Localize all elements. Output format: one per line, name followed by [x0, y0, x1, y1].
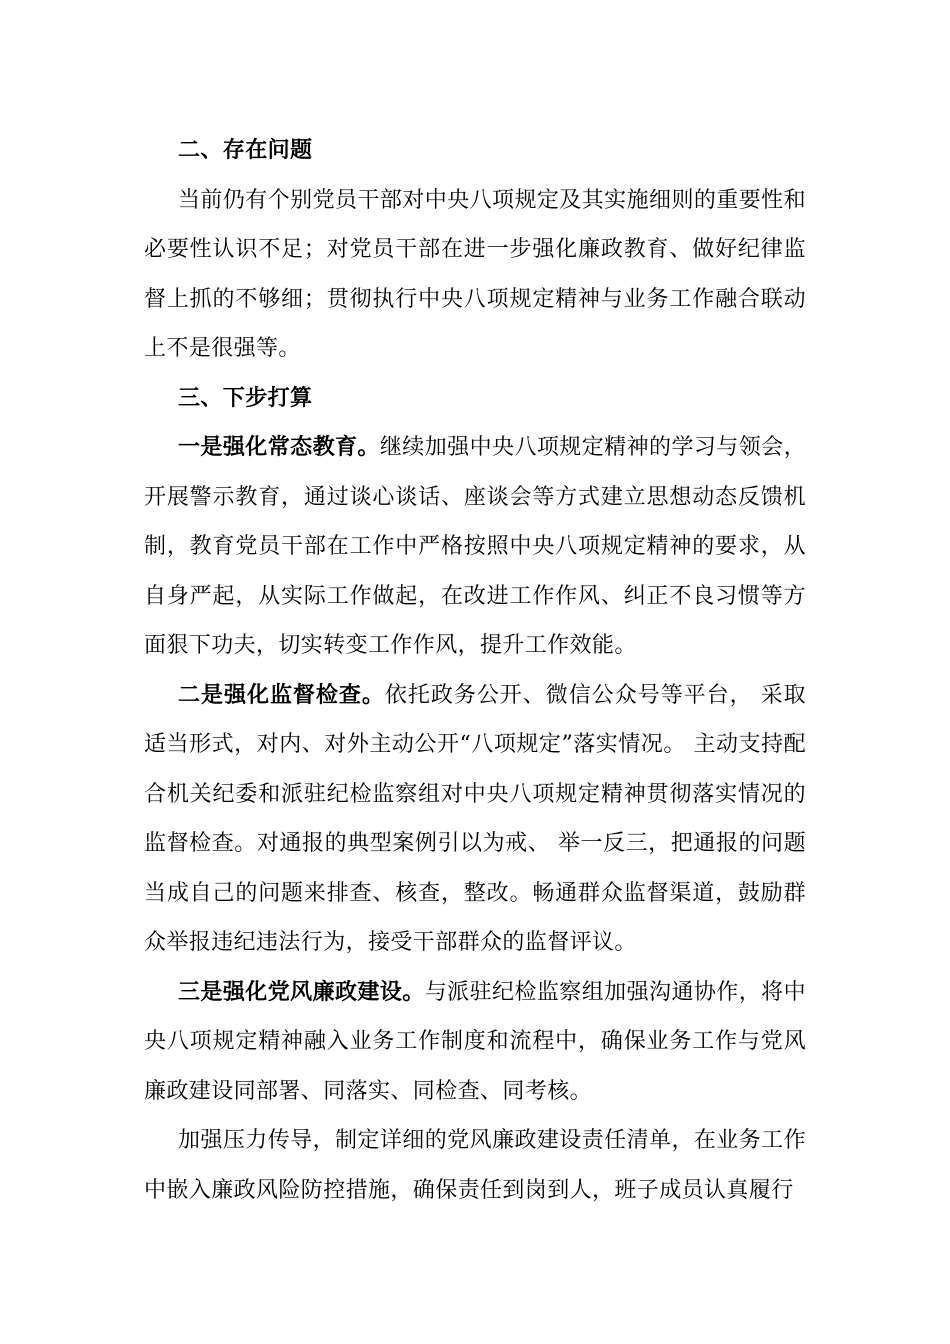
next-step-item-education	[144, 423, 806, 671]
section-heading-problems: 二、存在问题	[178, 137, 313, 163]
item-lead: 二是强化监督检查。	[178, 681, 385, 708]
item-text: 依托政务公开、微信公众号等平台， 采取适当形式，对内、对外主动公开“八项规定”落实情况。 主动支持配合机关纪委和派驻纪检监察组对中央八项规定精神贯彻落实情况的监督检查。对通报的典型案例引以为戒、 举一反三，把通报的问题当成自己的问题来排查、核查，整改。畅通群众监督渠道，鼓励群众举报违纪违法行为，接受干部群众的监督评议。	[144, 682, 806, 955]
final-paragraph: 加强压力传导，制定详细的党风廉政建设责任清单，在业务工作中嵌入廉政风险防控措施，确保责任到岗到人，班子成员认真履行	[144, 1128, 806, 1203]
problems-paragraph: 当前仍有个别党员干部对中央八项规定及其实施细则的重要性和必要性认识不足；对党员干部在进一步强化廉政教育、做好纪律监督上抓的不够细；贯彻执行中央八项规定精神与业务工作融合联动上不是很强等。	[144, 187, 806, 361]
section-heading-next-steps: 三、下步打算	[178, 384, 313, 411]
item-lead: 一是强化常态教育。	[178, 434, 380, 460]
next-step-item-integrity	[144, 968, 806, 1117]
item-text: 与派驻纪检监察组加强沟通协作，将中央八项规定精神融入业务工作制度和流程中，确保业务工作与党风廉政建设同部署、同落实、同检查、同考核。	[144, 979, 806, 1104]
item-lead: 三是强化党风廉政建设。	[178, 978, 425, 1005]
item-text: 继续加强中央八项规定精神的学习与领会，开展警示教育，通过谈心谈话、座谈会等方式建立思想动态反馈机制，教育党员干部在工作中严格按照中央八项规定精神的要求，从自身严起，从实际工作做起，在改进工作作风、纠正不良习惯等方面狠下功夫，切实转变工作作风，提升工作效能。	[144, 435, 806, 658]
document-page	[144, 126, 806, 1215]
next-step-item-supervision	[144, 671, 806, 968]
